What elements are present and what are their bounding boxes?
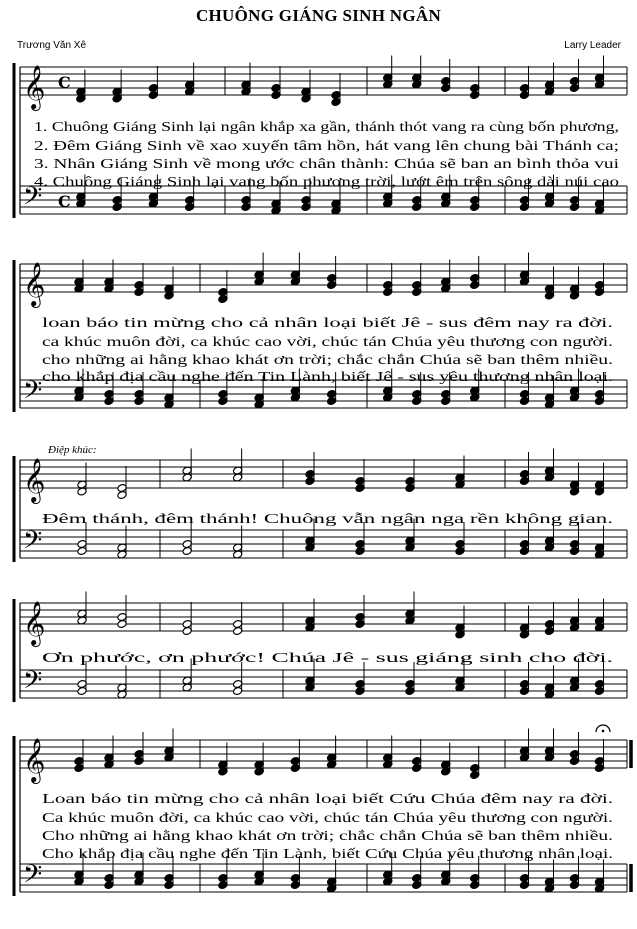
treble-clef-icon: 𝄞: [23, 738, 46, 782]
composer-credit: Larry Leader: [564, 40, 621, 51]
treble-clef-icon: 𝄞: [23, 458, 46, 502]
fermata-icon: [602, 730, 605, 733]
system-3: [14, 444, 627, 562]
treble-clef-icon: 𝄞: [23, 262, 46, 306]
lyric-line: Ca khúc muôn đời, ca khúc cao vời, chúc tán Chúa yêu thương con người.: [42, 810, 613, 825]
lyric-line: 2. Đêm Giáng Sinh về xao xuyến tâm hồn, hát vang lên chung bài Thánh ca;: [34, 138, 619, 153]
lyric-line: Loan báo tin mừng cho cả nhân loại biết Cứu Chúa đêm nay ra đời.: [42, 791, 613, 806]
lyric-line: Đêm thánh, đêm thánh! Chuông vẫn ngân nga rền không gian.: [42, 511, 613, 526]
bass-clef-icon: 𝄢: [23, 376, 43, 411]
treble-clef-icon: 𝄞: [23, 601, 46, 645]
system-5: [14, 725, 631, 896]
bass-clef-icon: 𝄢: [23, 666, 43, 701]
lyric-line: Cho khắp địa cầu nghe đến Tin Lành, biết Cứu Chúa yêu thương nhân loại.: [42, 846, 613, 861]
bass-clef-icon: 𝄢: [23, 182, 43, 217]
lyric-line: ca khúc muôn đời, ca khúc cao vời, chúc tán Chúa yêu thương con người.: [42, 334, 613, 349]
system-1: [14, 56, 627, 219]
system-2: [14, 253, 627, 413]
lyric-line: cho khắp địa cầu nghe đến Tin Lành, biết Jê - sus yêu thương nhân loại.: [42, 369, 613, 384]
lyric-line: cho những ai hằng khao khát ơn trời; chắc chắn Chúa sẽ ban thêm nhiều.: [42, 352, 613, 367]
refrain-label: Điệp khúc:: [48, 444, 97, 456]
bass-clef-icon: 𝄢: [23, 860, 43, 895]
lyricist-credit: Trương Văn Xê: [17, 40, 87, 51]
bass-clef-icon: 𝄢: [23, 526, 43, 561]
system-4: [14, 592, 627, 703]
lyric-line: Ơn phước, ơn phước! Chúa Jê - sus giáng sinh cho đời.: [42, 650, 613, 665]
lyric-line: 3. Nhân Giáng Sinh về mong ước chân thành: Chúa sẽ ban an bình thỏa vui: [34, 156, 620, 171]
time-signature: C: [58, 73, 71, 92]
lyric-line: Cho những ai hằng khao khát ơn trời; chắc chắn Chúa sẽ ban thêm nhiều.: [42, 828, 613, 843]
treble-clef-icon: 𝄞: [23, 65, 46, 109]
lyric-line: 1. Chuông Giáng Sinh lại ngân khắp xa gần, thánh thót vang ra cùng bốn phương,: [34, 119, 619, 134]
song-title: CHUÔNG GIÁNG SINH NGÂN: [195, 6, 442, 25]
lyric-line: loan báo tin mừng cho cả nhân loại biết Jê - sus đêm nay ra đời.: [42, 315, 613, 330]
lyric-line: 4. Chuông Giáng Sinh lại vang bốn phương trời, lướt êm trên sông dài núi cao: [34, 174, 620, 189]
time-signature: C: [58, 192, 71, 211]
